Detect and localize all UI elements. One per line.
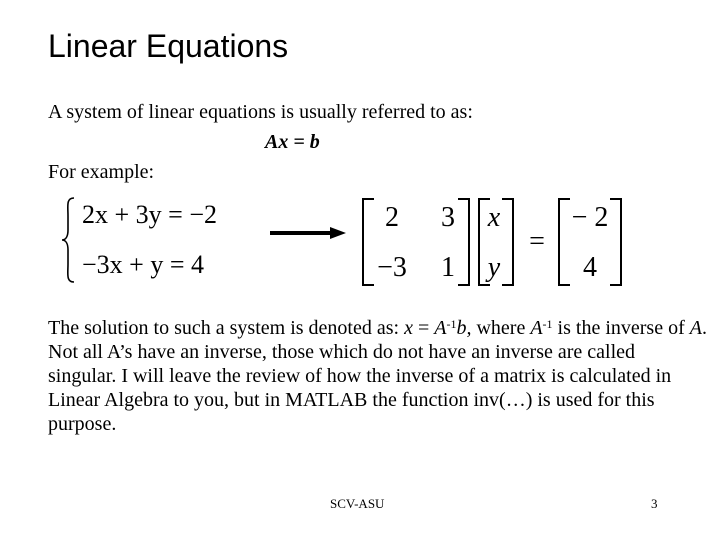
system-equation-2: −3x + y = 4	[82, 250, 204, 279]
solution-a: A	[530, 317, 543, 339]
solution-superscript: -1	[446, 317, 457, 331]
matrix-a-cell: 1	[441, 252, 455, 283]
solution-text: .	[701, 317, 707, 339]
page-number: 3	[651, 496, 658, 511]
solution-text: where	[471, 317, 531, 339]
matrix-equals-sign: =	[529, 226, 545, 257]
vector-b-cell: − 2	[571, 202, 609, 233]
solution-a: A	[689, 317, 702, 339]
slide-title: Linear Equations	[48, 28, 289, 64]
example-label: For example:	[48, 161, 155, 183]
solution-text: is the inverse of	[552, 317, 690, 339]
vector-x-cell: y	[487, 252, 501, 283]
solution-eq-sign: =	[412, 317, 435, 339]
formula-text: Ax = b	[265, 131, 320, 153]
left-brace-icon	[60, 196, 76, 284]
solution-superscript: -1	[542, 317, 553, 331]
right-arrow-icon	[270, 226, 348, 240]
solution-b: b,	[456, 317, 472, 339]
vector-x-cell: x	[487, 202, 501, 233]
solution-a: A	[434, 317, 447, 339]
matrix-a-cell: −3	[377, 252, 407, 283]
vector-b-cell: 4	[583, 252, 597, 283]
system-equation-1: 2x + 3y = −2	[82, 200, 217, 229]
footer-label: SCV-ASU	[330, 496, 385, 511]
solution-text: The solution to such a system is denoted as:	[48, 317, 405, 339]
matrix-a-cell: 3	[441, 202, 455, 233]
intro-text: A system of linear equations is usually referred to as:	[48, 101, 473, 123]
singular-paragraph: Not all A’s have an inverse, those which do not have an inverse are called singular. I will leave the review of how the inverse of a matrix is calculated in Linear Algebra to you, but in MATLAB the function inv(…) is used for this purpose.	[48, 341, 672, 435]
matrix-a-cell: 2	[385, 202, 399, 233]
solution-paragraph	[48, 316, 708, 436]
solution-x: x	[404, 317, 413, 339]
